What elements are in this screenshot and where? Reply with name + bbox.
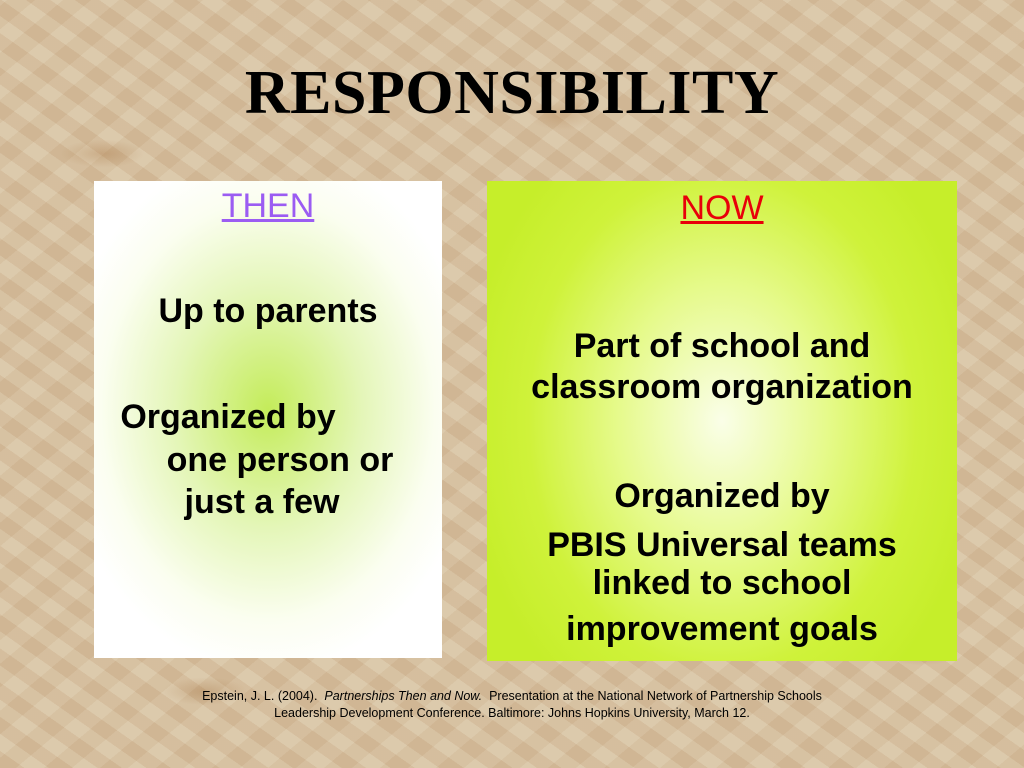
then-heading: THEN [221, 187, 315, 225]
now-item2-line1: Organized by [614, 477, 830, 515]
then-item-up-to-parents: Up to parents [158, 292, 378, 330]
citation-venue: Presentation at the National Network of Partnership Schools [489, 689, 822, 703]
now-panel [487, 181, 957, 661]
then-item2-line1: Organized by [120, 398, 336, 436]
then-item2-line2: one person or [166, 441, 394, 479]
citation-title: Partnerships Then and Now. [324, 689, 483, 703]
now-item2-line3: linked to school [592, 564, 852, 602]
now-item1-line2: classroom organization [531, 368, 913, 406]
now-item2-line2: PBIS Universal teams [547, 526, 897, 564]
citation [0, 688, 1024, 722]
then-panel [94, 181, 442, 658]
citation-line2: Leadership Development Conference. Baltimore: Johns Hopkins University, March 12. [274, 706, 750, 720]
now-item2-line4: improvement goals [566, 610, 878, 648]
citation-line1 [0, 688, 1024, 705]
now-item1-line1: Part of school and [573, 327, 871, 365]
now-heading: NOW [680, 189, 764, 227]
slide-title: RESPONSIBILITY [244, 59, 780, 127]
then-item2-line3: just a few [184, 483, 340, 521]
citation-author: Epstein, J. L. (2004). [202, 689, 318, 703]
